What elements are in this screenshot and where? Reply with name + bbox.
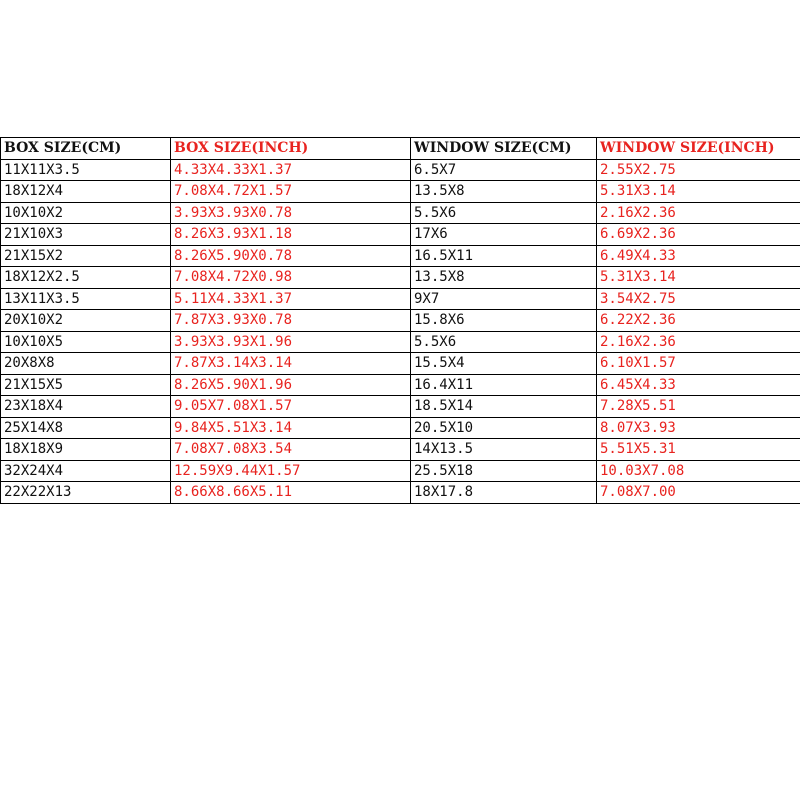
window-size-cm-cell: 14X13.5 [411, 439, 597, 461]
table-row [1, 417, 800, 439]
table-row [1, 202, 800, 224]
box-size-inch-cell: 8.26X5.90X0.78 [171, 245, 411, 267]
window-size-inch-cell: 2.55X2.75 [597, 159, 800, 181]
window-size-cm-cell: 20.5X10 [411, 417, 597, 439]
window-size-cm-cell: 18.5X14 [411, 396, 597, 418]
window-size-cm-cell: 16.4X11 [411, 374, 597, 396]
size-table [0, 137, 800, 504]
window-size-inch-cell: 2.16X2.36 [597, 331, 800, 353]
window-size-inch-cell: 6.69X2.36 [597, 224, 800, 246]
header-box-size-inch: BOX SIZE(INCH) [171, 138, 411, 160]
box-size-inch-cell: 4.33X4.33X1.37 [171, 159, 411, 181]
box-size-cm-cell: 11X11X3.5 [1, 159, 171, 181]
window-size-inch-cell: 2.16X2.36 [597, 202, 800, 224]
box-size-inch-cell: 9.05X7.08X1.57 [171, 396, 411, 418]
table-row [1, 224, 800, 246]
header-window-size-inch: WINDOW SIZE(INCH) [597, 138, 800, 160]
box-size-cm-cell: 25X14X8 [1, 417, 171, 439]
box-size-inch-cell: 7.08X7.08X3.54 [171, 439, 411, 461]
table-body [1, 159, 800, 503]
table-row [1, 353, 800, 375]
box-size-cm-cell: 10X10X5 [1, 331, 171, 353]
window-size-inch-cell: 6.22X2.36 [597, 310, 800, 332]
table-row [1, 460, 800, 482]
window-size-inch-cell: 5.51X5.31 [597, 439, 800, 461]
window-size-inch-cell: 6.45X4.33 [597, 374, 800, 396]
box-size-inch-cell: 7.08X4.72X0.98 [171, 267, 411, 289]
box-size-inch-cell: 12.59X9.44X1.57 [171, 460, 411, 482]
window-size-cm-cell: 16.5X11 [411, 245, 597, 267]
table-row [1, 267, 800, 289]
box-size-cm-cell: 18X12X2.5 [1, 267, 171, 289]
box-size-inch-cell: 8.26X3.93X1.18 [171, 224, 411, 246]
window-size-inch-cell: 10.03X7.08 [597, 460, 800, 482]
table-row [1, 374, 800, 396]
box-size-inch-cell: 8.26X5.90X1.96 [171, 374, 411, 396]
window-size-cm-cell: 6.5X7 [411, 159, 597, 181]
window-size-cm-cell: 17X6 [411, 224, 597, 246]
table-row [1, 159, 800, 181]
window-size-inch-cell: 5.31X3.14 [597, 267, 800, 289]
window-size-cm-cell: 9X7 [411, 288, 597, 310]
box-size-cm-cell: 18X12X4 [1, 181, 171, 203]
window-size-cm-cell: 18X17.8 [411, 482, 597, 504]
window-size-inch-cell: 7.28X5.51 [597, 396, 800, 418]
box-size-cm-cell: 20X10X2 [1, 310, 171, 332]
box-size-cm-cell: 10X10X2 [1, 202, 171, 224]
window-size-cm-cell: 15.5X4 [411, 353, 597, 375]
box-size-cm-cell: 21X15X5 [1, 374, 171, 396]
box-size-inch-cell: 7.08X4.72X1.57 [171, 181, 411, 203]
box-size-cm-cell: 23X18X4 [1, 396, 171, 418]
table-row [1, 310, 800, 332]
box-size-inch-cell: 3.93X3.93X1.96 [171, 331, 411, 353]
table-row [1, 288, 800, 310]
window-size-cm-cell: 15.8X6 [411, 310, 597, 332]
table-row [1, 439, 800, 461]
window-size-cm-cell: 25.5X18 [411, 460, 597, 482]
table-row [1, 331, 800, 353]
window-size-cm-cell: 5.5X6 [411, 202, 597, 224]
box-size-inch-cell: 7.87X3.14X3.14 [171, 353, 411, 375]
box-size-cm-cell: 20X8X8 [1, 353, 171, 375]
box-size-cm-cell: 21X10X3 [1, 224, 171, 246]
window-size-inch-cell: 8.07X3.93 [597, 417, 800, 439]
window-size-inch-cell: 3.54X2.75 [597, 288, 800, 310]
window-size-inch-cell: 6.49X4.33 [597, 245, 800, 267]
header-row [1, 138, 800, 160]
window-size-cm-cell: 5.5X6 [411, 331, 597, 353]
window-size-cm-cell: 13.5X8 [411, 181, 597, 203]
window-size-cm-cell: 13.5X8 [411, 267, 597, 289]
header-window-size-cm: WINDOW SIZE(CM) [411, 138, 597, 160]
box-size-inch-cell: 3.93X3.93X0.78 [171, 202, 411, 224]
table-row [1, 482, 800, 504]
box-size-inch-cell: 9.84X5.51X3.14 [171, 417, 411, 439]
table-row [1, 181, 800, 203]
box-size-inch-cell: 7.87X3.93X0.78 [171, 310, 411, 332]
header-box-size-cm: BOX SIZE(CM) [1, 138, 171, 160]
box-size-cm-cell: 32X24X4 [1, 460, 171, 482]
table-header [1, 138, 800, 160]
box-size-cm-cell: 18X18X9 [1, 439, 171, 461]
window-size-inch-cell: 7.08X7.00 [597, 482, 800, 504]
box-size-inch-cell: 8.66X8.66X5.11 [171, 482, 411, 504]
box-size-cm-cell: 21X15X2 [1, 245, 171, 267]
box-size-cm-cell: 22X22X13 [1, 482, 171, 504]
window-size-inch-cell: 6.10X1.57 [597, 353, 800, 375]
window-size-inch-cell: 5.31X3.14 [597, 181, 800, 203]
table-row [1, 245, 800, 267]
table-row [1, 396, 800, 418]
box-size-inch-cell: 5.11X4.33X1.37 [171, 288, 411, 310]
box-size-cm-cell: 13X11X3.5 [1, 288, 171, 310]
